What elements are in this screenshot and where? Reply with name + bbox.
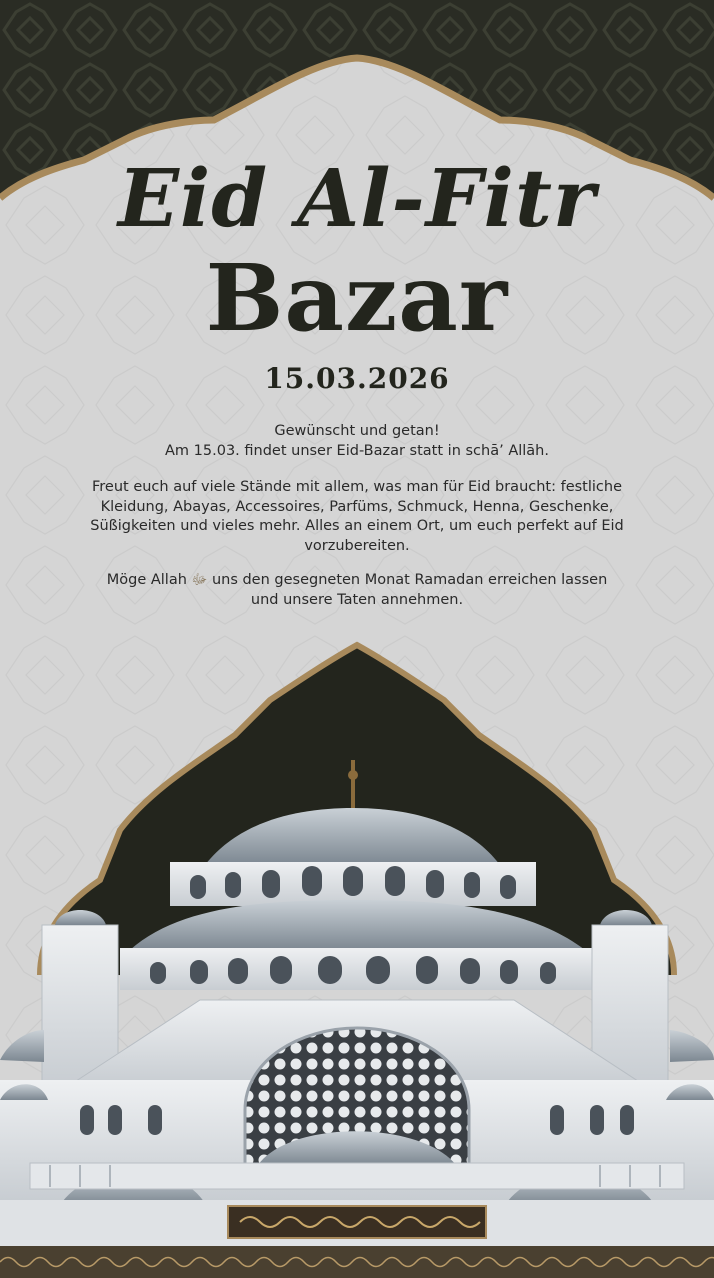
dua-line-2: und unsere Taten annehmen.: [250, 591, 464, 608]
dua-text-after: uns den gesegneten Monat Ramadan erreichen lassen: [211, 572, 608, 588]
intro-line-1: Gewünscht und getan!: [274, 423, 440, 439]
dua-text-before: Möge Allah: [106, 572, 187, 588]
details-line-4: vorzubereiten.: [304, 537, 410, 554]
honorific-glyph: ﷻ: [191, 572, 208, 588]
details-line-1: Freut euch auf viele Stände mit allem, was man für Eid braucht: festliche: [91, 479, 623, 495]
intro-line-2: Am 15.03. findet unser Eid-Bazar statt in schā’ Allāh.: [165, 442, 549, 459]
event-date: 15.03.2026: [264, 362, 450, 395]
details-line-2: Kleidung, Abayas, Accessoires, Parfüms, Schmuck, Henna, Geschenke,: [100, 498, 614, 515]
title-line-2: Bazar: [205, 244, 509, 352]
details-line-3: Süßigkeiten und vieles mehr. Alles an einem Ort, um euch perfekt auf Eid: [90, 518, 624, 534]
title-line-1: Eid Al-Fitr: [117, 151, 597, 245]
